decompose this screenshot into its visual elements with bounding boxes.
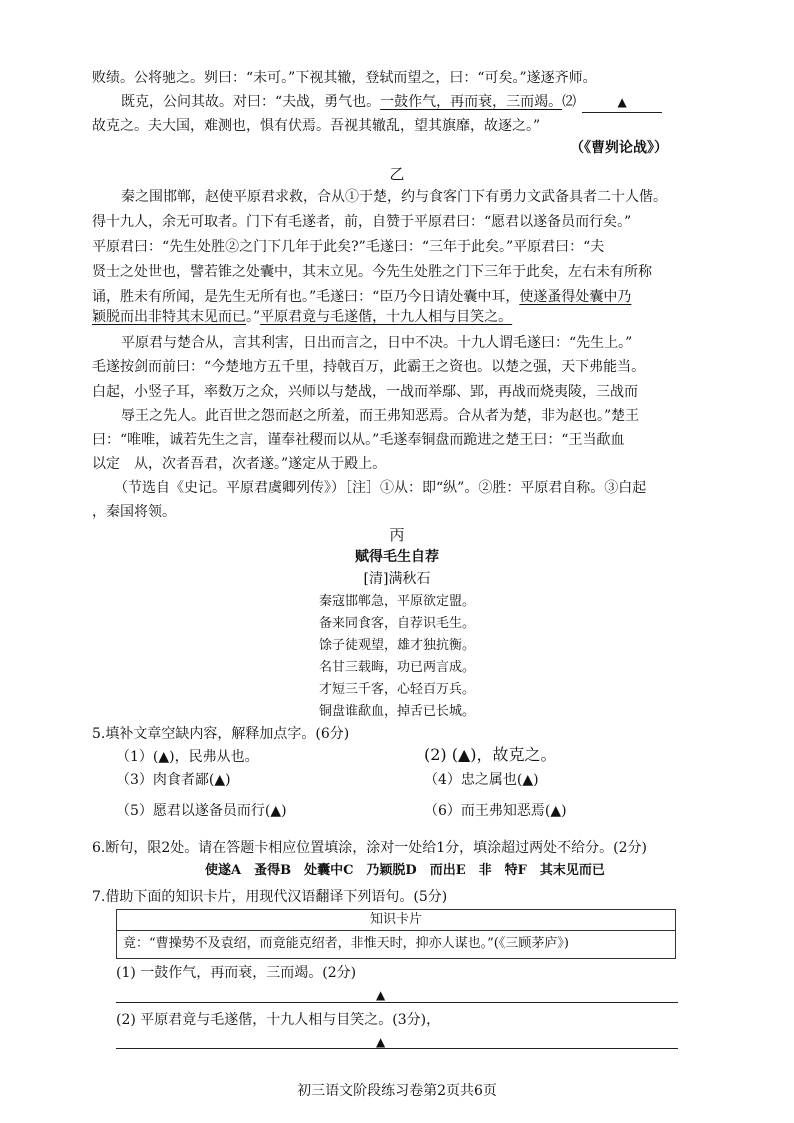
q5-item-6[interactable]: （6）而王弗知恶焉(▲) <box>424 803 567 819</box>
q6-options[interactable]: 使遂A 蚤得B 处囊中C 乃颖脱D 而出E 非 特F 其末见而已 <box>205 863 605 878</box>
q5-item-3[interactable]: （3）肉食者鄙(▲) <box>116 772 231 788</box>
yi-p1-line-1: 秦之围邯郸，赵使平原君求救，合从①于楚，约与食客门下有勇力文武备具者二十人偕。 <box>121 189 667 205</box>
q7-blank-2-triangle-icon: ▲ <box>376 1035 386 1049</box>
jia-answer-blank[interactable] <box>582 92 662 113</box>
yi-p2-line-5: 曰：“唯唯，诚若先生之言，谨奉社稷而以从。”毛遂奉铜盘而跪进之楚王曰：“王当歃血 <box>92 432 625 448</box>
poem-line-2: 备来同食客，自荐识毛生。 <box>318 616 475 631</box>
yi-p1-line-2: 得十九人，余无可取者。门下有毛遂者，前，自赞于平原君曰：“愿君以遂备员而行矣。” <box>92 214 632 230</box>
yi-p2-line-1: 平原君与楚合从，言其利害，日出而言之，日中不决。十九人谓毛遂曰：“先生上。” <box>121 335 633 351</box>
q7-sub-1: (1) 一鼓作气，再而衰，三而竭。(2分) <box>116 965 357 981</box>
jia-question-mark: ⑵ <box>562 94 577 110</box>
knowledge-card-text: 竟：“曹操势不及袁绍，而竟能克绍者，非惟天时，抑亦人谋也。”(《三顾茅庐》) <box>123 936 569 951</box>
poem-line-1: 秦寇邯郸急，平原欲定盟。 <box>318 594 475 609</box>
yi-note-line-1: （节选自《史记。平原君虞卿列传》）［注］①从：即“纵”。②胜：平原君自称。③白起 <box>114 480 647 496</box>
poem-author: [清]满秋石 <box>363 571 431 587</box>
yi-p1-line-6-mid: 。” <box>246 309 261 325</box>
jia-source: （《曹刿论战》） <box>570 140 668 156</box>
q7-answer-line-1[interactable] <box>116 1002 678 1003</box>
q7-answer-line-2[interactable] <box>116 1048 678 1049</box>
q6-stem: 6.断句，限2处。请在答题卡相应位置填涂，涂对一处给1分，填涂超过两处不给分。(2分) <box>92 840 648 856</box>
yi-p1-line-5-text: 诵，胜未有所闻，是先生无所有也。”毛遂曰：“臣乃今日请处囊中耳， <box>92 289 520 305</box>
jia-line-2 <box>121 92 662 113</box>
yi-p2-line-6: 以定 从，次者吾君，次者遂。”遂定从于殿上。 <box>92 456 387 472</box>
blank-triangle-icon: ▲ <box>617 95 627 109</box>
jia-line-2-text: 既克，公问其故。对曰：“夫战，勇气也。 <box>121 94 381 110</box>
poem-line-5: 才短三千客，心轻百万兵。 <box>318 682 475 697</box>
yi-underlined-sentence-1a: 使遂蚤得处囊中乃 <box>519 289 632 305</box>
poem-line-4: 名甘三载晦，功已两言成。 <box>318 660 475 675</box>
q5-item-1[interactable]: （1）(▲)，民弗从也。 <box>116 749 259 765</box>
yi-p2-line-3: 白起，小竖子耳，率数万之众，兴师以与楚战，一战而举鄢、郢，再战而烧夷陵，三战而 <box>92 384 638 400</box>
yi-heading: 乙 <box>389 165 405 183</box>
knowledge-card-title: 知识卡片 <box>117 910 675 931</box>
poem-line-6: 铜盘谁歃血，掉舌已长城。 <box>318 704 475 719</box>
yi-p1-line-4: 贤士之处世也，譬若锥之处囊中，其末立见。今先生处胜之门下三年于此矣，左右未有所称 <box>92 264 652 280</box>
q7-stem: 7.借助下面的知识卡片，用现代汉语翻译下列语句。(5分) <box>92 889 448 905</box>
yi-underlined-sentence-1b: 颖脱而出非特其末见而已 <box>92 309 246 325</box>
q5-item-5[interactable]: （5）愿君以遂备员而行(▲) <box>116 803 287 819</box>
yi-p1-line-5 <box>92 287 631 307</box>
jia-line-3: 故克之。夫大国，难测也，惧有伏焉。吾视其辙乱，望其旗靡，故逐之。” <box>92 118 541 134</box>
q7-sub-2: (2) 平原君竟与毛遂偕，十九人相与目笑之。(3分)， <box>116 1012 441 1028</box>
page-footer: 初三语文阶段练习卷第2页共6页 <box>297 1083 497 1099</box>
poem-line-3: 馀子徒观望，雄才独抗衡。 <box>318 638 475 653</box>
yi-p2-line-2: 毛遂按剑而前曰：“今楚地方五千里，持戟百万，此霸王之资也。以楚之强，天下弗能当。 <box>92 359 646 375</box>
jia-line-1: 败绩。公将驰之。刿曰：“未可。”下视其辙，登轼而望之，曰：“可矣。”遂逐齐师。 <box>92 70 597 86</box>
q5-item-2[interactable]: (2) (▲)，故克之。 <box>424 745 557 764</box>
yi-p2-line-4: 辱王之先人。此百世之怨而赵之所羞，而王弗知恶焉。合从者为楚，非为赵也。”楚王 <box>121 408 640 424</box>
q5-item-4[interactable]: （4）忠之属也(▲) <box>424 772 539 788</box>
knowledge-card <box>116 909 676 959</box>
yi-p1-line-6 <box>92 307 512 327</box>
yi-note-line-2: ，秦国将领。 <box>92 504 176 520</box>
q7-blank-1-triangle-icon: ▲ <box>376 988 386 1002</box>
yi-p1-line-3: 平原君曰：“先生处胜②之门下几年于此矣?”毛遂曰：“三年于此矣。”平原君曰：“夫 <box>92 239 605 255</box>
jia-underlined-sentence: 一鼓作气，再而衰，三而竭。 <box>380 94 563 110</box>
q5-stem: 5.填补文章空缺内容，解释加点字。(6分) <box>92 726 350 742</box>
yi-underlined-sentence-2: 平原君竟与毛遂偕，十九人相与目笑之。 <box>260 309 513 325</box>
poem-title: 赋得毛生自荐 <box>355 549 439 565</box>
bing-heading: 丙 <box>389 526 405 544</box>
